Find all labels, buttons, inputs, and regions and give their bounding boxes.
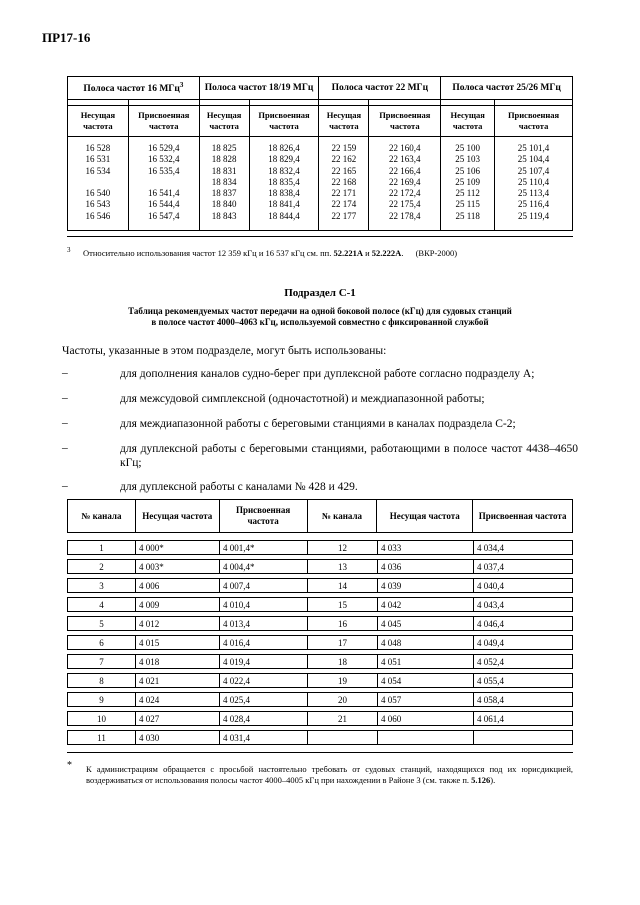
footnote-ref: 5.126 (471, 775, 491, 785)
assigned-frequency: 4 022,4 (219, 673, 307, 688)
channel-number: 21 (307, 711, 377, 726)
table-row (67, 578, 573, 593)
carrier-frequency: 4 006 (135, 578, 219, 593)
table-row (67, 635, 573, 650)
table-row (67, 673, 573, 688)
col-channel-number: № канала (68, 500, 136, 533)
table-row (67, 616, 573, 631)
channel-number (307, 730, 377, 745)
footnote-mark: 3 (67, 246, 71, 254)
footnote-separator (67, 752, 573, 753)
col-carrier: Несущая частота (135, 500, 219, 533)
bullet-item: для дуплексной работы с береговыми станциями, работающими в полосе частот 4438–4650 кГц; (120, 443, 578, 469)
carrier-frequency: 4 024 (135, 692, 219, 707)
table-row (67, 540, 573, 555)
assigned-frequency: 4 037,4 (473, 559, 573, 574)
channel-number: 17 (307, 635, 377, 650)
freq-column: 16 528 16 531 16 534 16 540 16 543 16 546 (68, 137, 129, 231)
carrier-frequency: 4 033 (377, 540, 473, 555)
carrier-frequency: 4 039 (377, 578, 473, 593)
freq-column: 22 160,4 22 163,4 22 166,4 22 169,4 22 172,4 22 175,4 22 178,4 (369, 137, 441, 231)
channel-number: 14 (307, 578, 377, 593)
carrier-frequency: 4 048 (377, 635, 473, 650)
carrier-frequency: 4 009 (135, 597, 219, 612)
footnote-separator (67, 236, 573, 237)
carrier-frequency: 4 027 (135, 711, 219, 726)
channel-number: 5 (67, 616, 135, 631)
freq-column: 22 159 22 162 22 165 22 168 22 171 22 174 22 177 (319, 137, 369, 231)
footnote-source: (ВКР-2000) (415, 248, 458, 258)
carrier-frequency: 4 018 (135, 654, 219, 669)
assigned-frequency: 4 052,4 (473, 654, 573, 669)
channel-number: 7 (67, 654, 135, 669)
page-header: ПР17-16 (42, 30, 91, 45)
table-row (67, 654, 573, 669)
carrier-frequency: 4 030 (135, 730, 219, 745)
table-row (67, 730, 573, 745)
channel-table (67, 536, 573, 749)
carrier-frequency: 4 054 (377, 673, 473, 688)
freq-column: 16 529,4 16 532,4 16 535,4 16 541,4 16 544,4 16 547,4 (128, 137, 199, 231)
bullet-dash: – (62, 392, 68, 404)
assigned-frequency: 4 055,4 (473, 673, 573, 688)
assigned-frequency: 4 043,4 (473, 597, 573, 612)
footnote-star: * К администрациям обращается с просьбой настоятельно требовать от судовых станций, находящихся под их юрисдикцией, воздерживаться от использования полосы частот 4000–4005 кГц при нахождении в Районе 3 (см. также п. 5.126). (67, 760, 573, 785)
col-channel-number: № канала (307, 500, 377, 533)
channel-number: 15 (307, 597, 377, 612)
channel-number: 11 (67, 730, 135, 745)
freq-column: 18 825 18 828 18 831 18 834 18 837 18 840 18 843 (199, 137, 249, 231)
channel-number: 12 (307, 540, 377, 555)
band-22mhz-header: Полоса частот 22 МГц (319, 77, 441, 100)
bullet-dash: – (62, 480, 68, 492)
bullet-dash: – (62, 417, 68, 429)
carrier-frequency: 4 042 (377, 597, 473, 612)
footnote-ref: 52.221A (333, 248, 363, 258)
carrier-frequency: 4 012 (135, 616, 219, 631)
carrier-frequency: 4 003* (135, 559, 219, 574)
col-assigned: Присвоенная частота (249, 106, 319, 137)
bullet-dash: – (62, 367, 68, 379)
assigned-frequency: 4 049,4 (473, 635, 573, 650)
col-carrier: Несущая частота (199, 106, 249, 137)
footnote-ref: 52.222A (371, 248, 402, 258)
freq-column: 25 101,4 25 104,4 25 107,4 25 110,4 25 113,4 25 116,4 25 119,4 (495, 137, 573, 231)
channel-number: 1 (67, 540, 135, 555)
frequency-band-table (67, 76, 573, 231)
assigned-frequency: 4 034,4 (473, 540, 573, 555)
band-footnote-mark: 3 (179, 81, 184, 90)
channel-number: 19 (307, 673, 377, 688)
carrier-frequency: 4 015 (135, 635, 219, 650)
section-title: Подраздел С-1 (284, 287, 356, 299)
channel-number: 16 (307, 616, 377, 631)
table-row (67, 711, 573, 726)
bullet-dash: – (62, 442, 68, 454)
assigned-frequency: 4 025,4 (219, 692, 307, 707)
carrier-frequency: 4 021 (135, 673, 219, 688)
bullet-item: для межсудовой симплексной (одночастотной) и междиапазонной работы; (120, 393, 485, 405)
assigned-frequency: 4 004,4* (219, 559, 307, 574)
col-carrier: Несущая частота (377, 500, 473, 533)
assigned-frequency: 4 007,4 (219, 578, 307, 593)
assigned-frequency: 4 001,4* (219, 540, 307, 555)
table-title: Таблица рекомендуемых частот передачи на одной боковой полосе (кГц) для судовых станций в полосе частот 4000–4063 кГц, используемой совместно с фиксированной службой (128, 306, 512, 327)
assigned-frequency (473, 730, 573, 745)
band-25-26mhz-header: Полоса частот 25/26 МГц (441, 77, 573, 100)
table-row (67, 559, 573, 574)
carrier-frequency: 4 036 (377, 559, 473, 574)
intro-text: Частоты, указанные в этом подразделе, могут быть использованы: (62, 345, 387, 357)
band-18-19mhz-header: Полоса частот 18/19 МГц (199, 77, 319, 100)
channel-number: 13 (307, 559, 377, 574)
assigned-frequency: 4 010,4 (219, 597, 307, 612)
table-row (67, 692, 573, 707)
carrier-frequency: 4 060 (377, 711, 473, 726)
channel-table-header (67, 499, 573, 533)
assigned-frequency: 4 046,4 (473, 616, 573, 631)
freq-column: 18 826,4 18 829,4 18 832,4 18 835,4 18 838,4 18 841,4 18 844,4 (249, 137, 319, 231)
channel-number: 4 (67, 597, 135, 612)
col-carrier: Несущая частота (319, 106, 369, 137)
channel-number: 2 (67, 559, 135, 574)
channel-number: 3 (67, 578, 135, 593)
table-row (67, 597, 573, 612)
channel-number: 6 (67, 635, 135, 650)
carrier-frequency: 4 057 (377, 692, 473, 707)
channel-number: 20 (307, 692, 377, 707)
assigned-frequency: 4 019,4 (219, 654, 307, 669)
bullet-item: для междиапазонной работы с береговыми станциями в каналах подраздела С-2; (120, 418, 516, 430)
channel-number: 9 (67, 692, 135, 707)
carrier-frequency: 4 000* (135, 540, 219, 555)
channel-number: 10 (67, 711, 135, 726)
freq-column: 25 100 25 103 25 106 25 109 25 112 25 115 25 118 (441, 137, 495, 231)
assigned-frequency: 4 040,4 (473, 578, 573, 593)
col-assigned: Присвоенная частота (219, 500, 307, 533)
col-assigned: Присвоенная частота (473, 500, 573, 533)
footnote-3: 3 Относительно использования частот 12 359 кГц и 16 537 кГц см. пп. 52.221A и 52.222A. (ВКР-2000) (67, 246, 458, 258)
col-assigned: Присвоенная частота (128, 106, 199, 137)
assigned-frequency: 4 013,4 (219, 616, 307, 631)
channel-number: 8 (67, 673, 135, 688)
footnote-mark: * (67, 760, 72, 771)
channel-number: 18 (307, 654, 377, 669)
band-16mhz-header: Полоса частот 16 МГц$^3$ (68, 77, 200, 100)
assigned-frequency: 4 016,4 (219, 635, 307, 650)
col-assigned: Присвоенная частота (495, 106, 573, 137)
assigned-frequency: 4 061,4 (473, 711, 573, 726)
col-assigned: Присвоенная частота (369, 106, 441, 137)
assigned-frequency: 4 058,4 (473, 692, 573, 707)
carrier-frequency: 4 051 (377, 654, 473, 669)
assigned-frequency: 4 028,4 (219, 711, 307, 726)
bullet-item: для дуплексной работы с каналами № 428 и 429. (120, 481, 358, 493)
bullet-item: для дополнения каналов судно-берег при дуплексной работе согласно подразделу A; (120, 368, 535, 380)
carrier-frequency: 4 045 (377, 616, 473, 631)
carrier-frequency (377, 730, 473, 745)
assigned-frequency: 4 031,4 (219, 730, 307, 745)
col-carrier: Несущая частота (441, 106, 495, 137)
col-carrier: Несущая частота (68, 106, 129, 137)
